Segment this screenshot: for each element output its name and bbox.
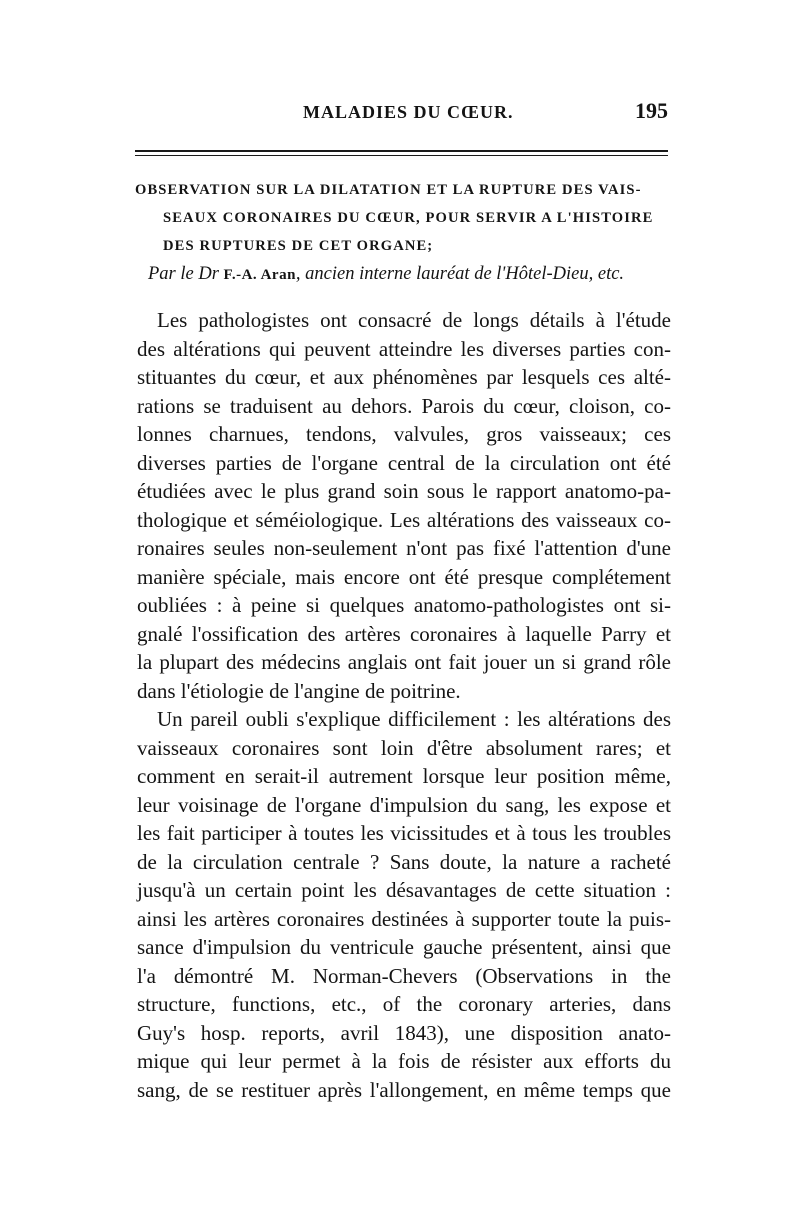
title-line: OBSERVATION SUR LA DILATATION ET LA RUPTURE DES VAIS-	[135, 182, 642, 198]
byline	[148, 264, 678, 285]
text-line: gnalé l'ossification des artères coronaires à laquelle Parry et	[137, 621, 671, 646]
text-line: dans l'étiologie de l'angine de poitrine.	[137, 678, 461, 703]
text-line: Un pareil oubli s'explique difficilement : les altérations des	[157, 707, 671, 731]
text-line: de la circulation centrale ? Sans doute, la nature a racheté	[137, 849, 671, 874]
text-line: les fait participer à toutes les vicissitudes et à tous les troubles	[137, 821, 671, 845]
author-name: F.-A. Aran	[223, 267, 296, 283]
text-line: Les pathologistes ont consacré de longs détails à l'étude	[157, 308, 671, 332]
text-line: lonnes charnues, tendons, valvules, gros vaisseaux; ces	[137, 422, 671, 446]
text-line: des altérations qui peuvent atteindre les diverses parties con-	[137, 336, 671, 361]
text-line: diverses parties de l'organe central de la circulation ont été	[137, 450, 671, 475]
text-line: mique qui leur permet à la fois de résister aux efforts du	[137, 1049, 671, 1073]
text-line: la plupart des médecins anglais ont fait jouer un si grand rôle	[137, 650, 671, 674]
text-line: rations se traduisent au dehors. Parois du cœur, cloison, co-	[137, 393, 671, 418]
text-line: vaisseaux coronaires sont loin d'être absolument rares; et	[137, 735, 671, 760]
text-line: jusqu'à un certain point les désavantages de cette situation :	[137, 878, 671, 902]
title-line: SEAUX CORONAIRES DU CŒUR, POUR SERVIR A L'HISTOIRE	[163, 210, 654, 226]
text-line: comment en serait-il autrement lorsque leur position même,	[137, 764, 671, 788]
text-line: sang, de se restituer après l'allongement, en même temps que	[137, 1077, 671, 1102]
text-line: leur voisinage de l'organe d'impulsion du sang, les expose et	[137, 792, 671, 817]
title-line: DES RUPTURES DE CET ORGANE;	[163, 238, 434, 254]
byline-suffix: , ancien interne lauréat de l'Hôtel-Dieu, etc.	[295, 264, 625, 284]
text-line: ronaires seules non-seulement n'ont pas fixé l'attention d'une	[137, 536, 671, 560]
text-line: étudiées avec le plus grand soin sous le rapport anatomo-pa-	[137, 479, 671, 503]
byline-prefix: Par le Dr	[148, 264, 224, 284]
text-line: manière spéciale, mais encore ont été presque complétement	[137, 564, 671, 589]
running-head	[135, 100, 668, 132]
text-line: oubliées : à peine si quelques anatomo-pathologistes ont si-	[137, 593, 671, 617]
page-number: 195	[635, 98, 668, 123]
text-line: Guy's hosp. reports, avril 1843), une disposition anato-	[137, 1020, 671, 1045]
header-rule	[135, 150, 668, 152]
header-rule-thin	[135, 155, 668, 156]
text-line: structure, functions, etc., of the coronary arteries, dans	[137, 992, 671, 1016]
article-title	[135, 176, 670, 260]
text-line: l'a démontré M. Norman-Chevers (Observations in the	[137, 963, 671, 988]
text-line: stituantes du cœur, et aux phénomènes par lesquels ces alté-	[137, 365, 671, 389]
text-line: thologique et séméiologique. Les altérations des vaisseaux co-	[137, 507, 671, 532]
text-line: ainsi les artères coronaires destinées à supporter toute la puis-	[137, 906, 671, 931]
body-text	[137, 306, 671, 1104]
running-title: MALADIES DU CŒUR.	[303, 102, 514, 122]
text-line: sance d'impulsion du ventricule gauche présentent, ainsi que	[137, 935, 671, 959]
